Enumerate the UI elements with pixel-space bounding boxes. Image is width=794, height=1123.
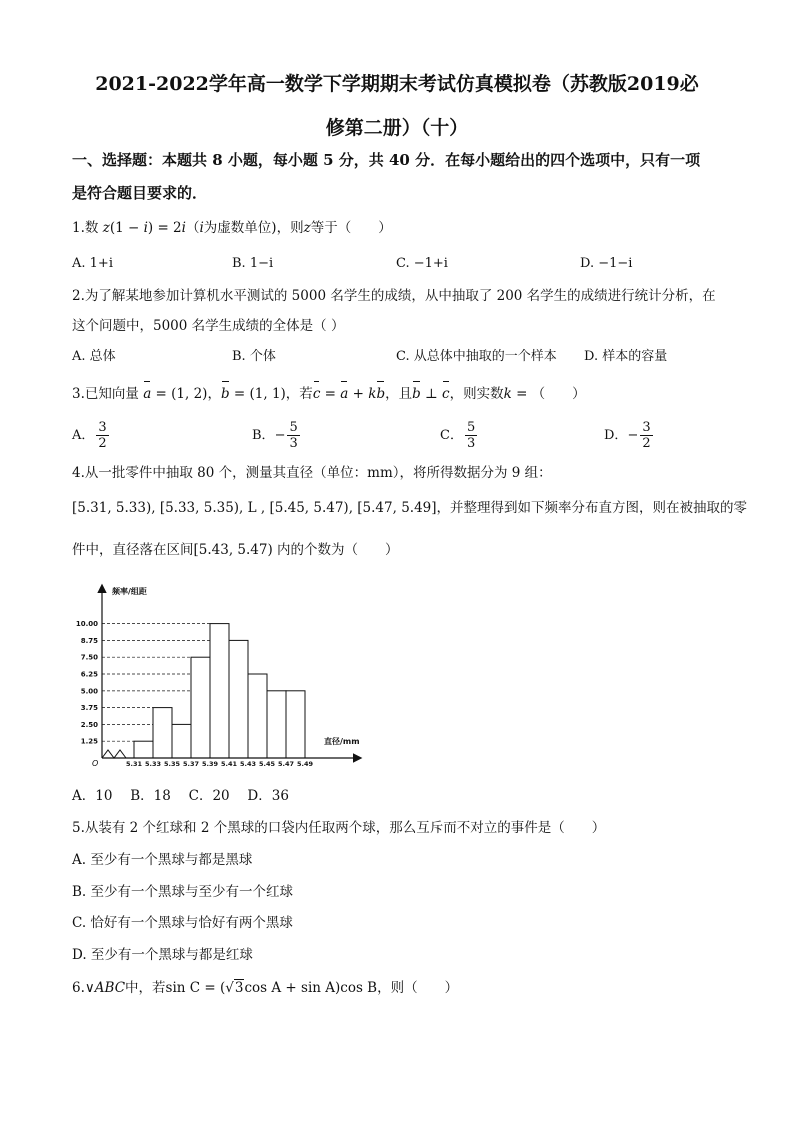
histogram-bar — [229, 640, 248, 758]
denominator: 2 — [98, 436, 107, 451]
option-sign: − — [627, 428, 639, 443]
q1-var-z: z — [102, 220, 110, 236]
question-6: 6.∨ABC中，若sin C = (√3cos A + sin A)cos B，则（ ） — [72, 980, 459, 996]
q1-var-i: i — [143, 220, 148, 236]
histogram-bar — [286, 691, 305, 758]
question-3 — [72, 384, 586, 404]
q1-option-c: C. −1+i — [396, 256, 448, 271]
q3-text: 已知向量 — [84, 386, 139, 402]
histogram-bar — [267, 691, 286, 758]
numerator: 3 — [642, 420, 651, 435]
histogram-bar — [210, 624, 229, 758]
q3-option-c — [440, 418, 479, 454]
q5-option-c: C. 恰好有一个黑球与恰好有两个黑球 — [72, 915, 293, 931]
q3-vec-a2: a — [340, 386, 349, 402]
x-tick-label: 5.33 — [144, 760, 162, 768]
q6-mid: 中，若 — [125, 980, 166, 996]
q3-a-val: = (1, 2)， — [151, 386, 221, 402]
q6-rhs: cos A + sin A)cos B — [244, 980, 378, 996]
y-axis-label: 频率/组距 — [112, 587, 147, 596]
y-tick-label: 1.25 — [80, 737, 98, 746]
question-4-line-3: 件中，直径落在区间[5.43, 5.47) 内的个数为（ ） — [72, 542, 399, 558]
q5-option-b: B. 至少有一个黑球与至少有一个红球 — [72, 884, 294, 900]
q6-lhs: sin C = ( — [165, 980, 226, 996]
option-label: A． — [72, 428, 95, 443]
q2-option-d: D. 样本的容量 — [584, 349, 668, 364]
y-tick-label: 8.75 — [80, 636, 98, 645]
histogram-bar — [153, 708, 172, 758]
origin-label: O — [92, 759, 99, 768]
y-tick-label: 5.00 — [80, 687, 98, 696]
x-tick-label: 5.31 — [125, 760, 143, 768]
q3-tail1: ，则实数 — [449, 386, 504, 402]
q1-note-z: z — [303, 220, 311, 236]
y-tick-label: 2.50 — [80, 720, 98, 729]
x-tick-label: 5.45 — [258, 760, 276, 768]
x-tick-label: 5.43 — [239, 760, 257, 768]
x-tick-label: 5.47 — [277, 760, 295, 768]
q3-mid: ，且 — [385, 386, 413, 402]
histogram-bar — [191, 657, 210, 758]
q3-plus: + — [348, 386, 369, 402]
x-tick-label: 5.37 — [182, 760, 200, 768]
y-tick-label: 6.25 — [80, 670, 98, 679]
q3-vec-b3: b — [412, 386, 421, 402]
q3-option-b — [252, 418, 302, 454]
q3-var-k: k — [503, 386, 512, 402]
question-4-line-1: 4.从一批零件中抽取 80 个，测量其直径（单位：mm），将所得数据分为 9 组： — [72, 465, 552, 481]
fraction — [465, 420, 477, 451]
question-2-line-1: 2.为了解某地参加计算机水平测试的 5000 名学生的成绩，从中抽取了 200 名学生的成绩进行统计分析，在 — [72, 288, 716, 304]
q3-vec-a: a — [143, 386, 152, 402]
histogram-bar — [248, 674, 267, 758]
x-axis-label: 直径/mm — [324, 737, 360, 746]
q3-option-a — [72, 418, 111, 454]
q3-k: k — [368, 386, 377, 402]
q3-vec-c2: c — [442, 386, 450, 402]
denominator: 3 — [289, 436, 298, 451]
numerator: 5 — [466, 420, 476, 435]
page-title-line-1: 2021-2022学年高一数学下学期期末考试仿真模拟卷（苏教版2019必 — [95, 73, 699, 95]
section-heading-line-2: 是符合题目要求的． — [72, 184, 208, 202]
fraction — [640, 420, 652, 451]
numerator: 5 — [289, 420, 298, 435]
option-label: C． — [440, 428, 463, 443]
question-5: 5.从装有 2 个红球和 2 个黑球的口袋内任取两个球，那么互斥而不对立的事件是（ ） — [72, 820, 606, 836]
question-number: 3. — [72, 386, 85, 402]
numerator: 3 — [98, 420, 107, 435]
q4-options: A．10 B．18 C．20 D．36 — [72, 788, 289, 804]
y-tick-label: 3.75 — [80, 704, 98, 713]
q1-note-i: i — [199, 220, 204, 236]
q6-sqrt: 3 — [234, 980, 244, 996]
q3-perp: ⊥ — [420, 386, 443, 402]
q1-var-i2: i — [181, 220, 186, 236]
y-tick-label: 10.00 — [75, 620, 98, 629]
q2-option-a: A. 总体 — [72, 349, 116, 364]
x-tick-label: 5.35 — [163, 760, 181, 768]
denominator: 3 — [466, 436, 476, 451]
question-number: 1. — [72, 220, 85, 236]
q3-option-d — [604, 418, 655, 454]
q1-option-b: B. 1−i — [232, 256, 274, 271]
q1-note-open: （ — [185, 220, 200, 236]
q1-option-a: A. 1+i — [72, 256, 113, 271]
q3-eq: = — [320, 386, 341, 402]
x-tick-label: 5.49 — [296, 760, 314, 768]
q1-expr-eq: ) = 2 — [147, 220, 182, 236]
fraction — [96, 420, 108, 451]
q3-tail2: = （ ） — [511, 386, 586, 402]
fraction — [287, 420, 299, 451]
q3-vec-b: b — [220, 386, 230, 402]
question-2-line-2: 这个问题中，5000 名学生成绩的全体是（ ） — [72, 318, 345, 334]
q3-b-val: = (1, 1)，若 — [229, 386, 313, 402]
q1-text: 数 — [84, 220, 99, 236]
option-label: B． — [252, 428, 275, 443]
q6-tail: ，则（ ） — [377, 980, 459, 996]
histogram-bar — [172, 724, 191, 758]
x-tick-label: 5.39 — [201, 760, 219, 768]
histogram-bar — [134, 741, 153, 758]
q3-vec-b2: b — [376, 386, 386, 402]
y-tick-label: 7.50 — [80, 653, 98, 662]
question-number: 6. — [72, 980, 85, 996]
option-sign: − — [274, 428, 286, 443]
q1-note-text: 为虚数单位)，则 — [203, 220, 304, 236]
q2-option-c: C. 从总体中抽取的一个样本 — [396, 349, 557, 364]
option-label: D． — [604, 428, 628, 443]
histogram-chart — [74, 578, 364, 768]
q2-option-b: B. 个体 — [232, 349, 276, 364]
question-1 — [72, 218, 392, 238]
q6-triangle: ∨ABC — [84, 980, 126, 996]
q3-vec-c: c — [312, 386, 321, 402]
q5-option-a: A. 至少有一个黑球与都是黑球 — [72, 852, 253, 868]
q5-option-d: D. 至少有一个黑球与都是红球 — [72, 947, 253, 963]
page-title-line-2: 修第二册）（十） — [325, 117, 469, 139]
q1-tail: 等于（ ） — [310, 220, 392, 236]
axis-break-icon — [102, 750, 126, 758]
q1-expr: (1 − — [109, 220, 144, 236]
denominator: 2 — [642, 436, 651, 451]
q1-option-d: D. −1−i — [580, 256, 633, 271]
question-4-line-2: [5.31, 5.33), [5.33, 5.35), L , [5.45, 5.47), [5.47, 5.49]，并整理得到如下频率分布直方图，则在被抽取的零 — [72, 500, 748, 516]
section-heading-line-1: 一、选择题：本题共 8 小题，每小题 5 分，共 40 分．在每小题给出的四个选项中，只有一项 — [72, 151, 701, 169]
x-tick-label: 5.41 — [220, 760, 238, 768]
